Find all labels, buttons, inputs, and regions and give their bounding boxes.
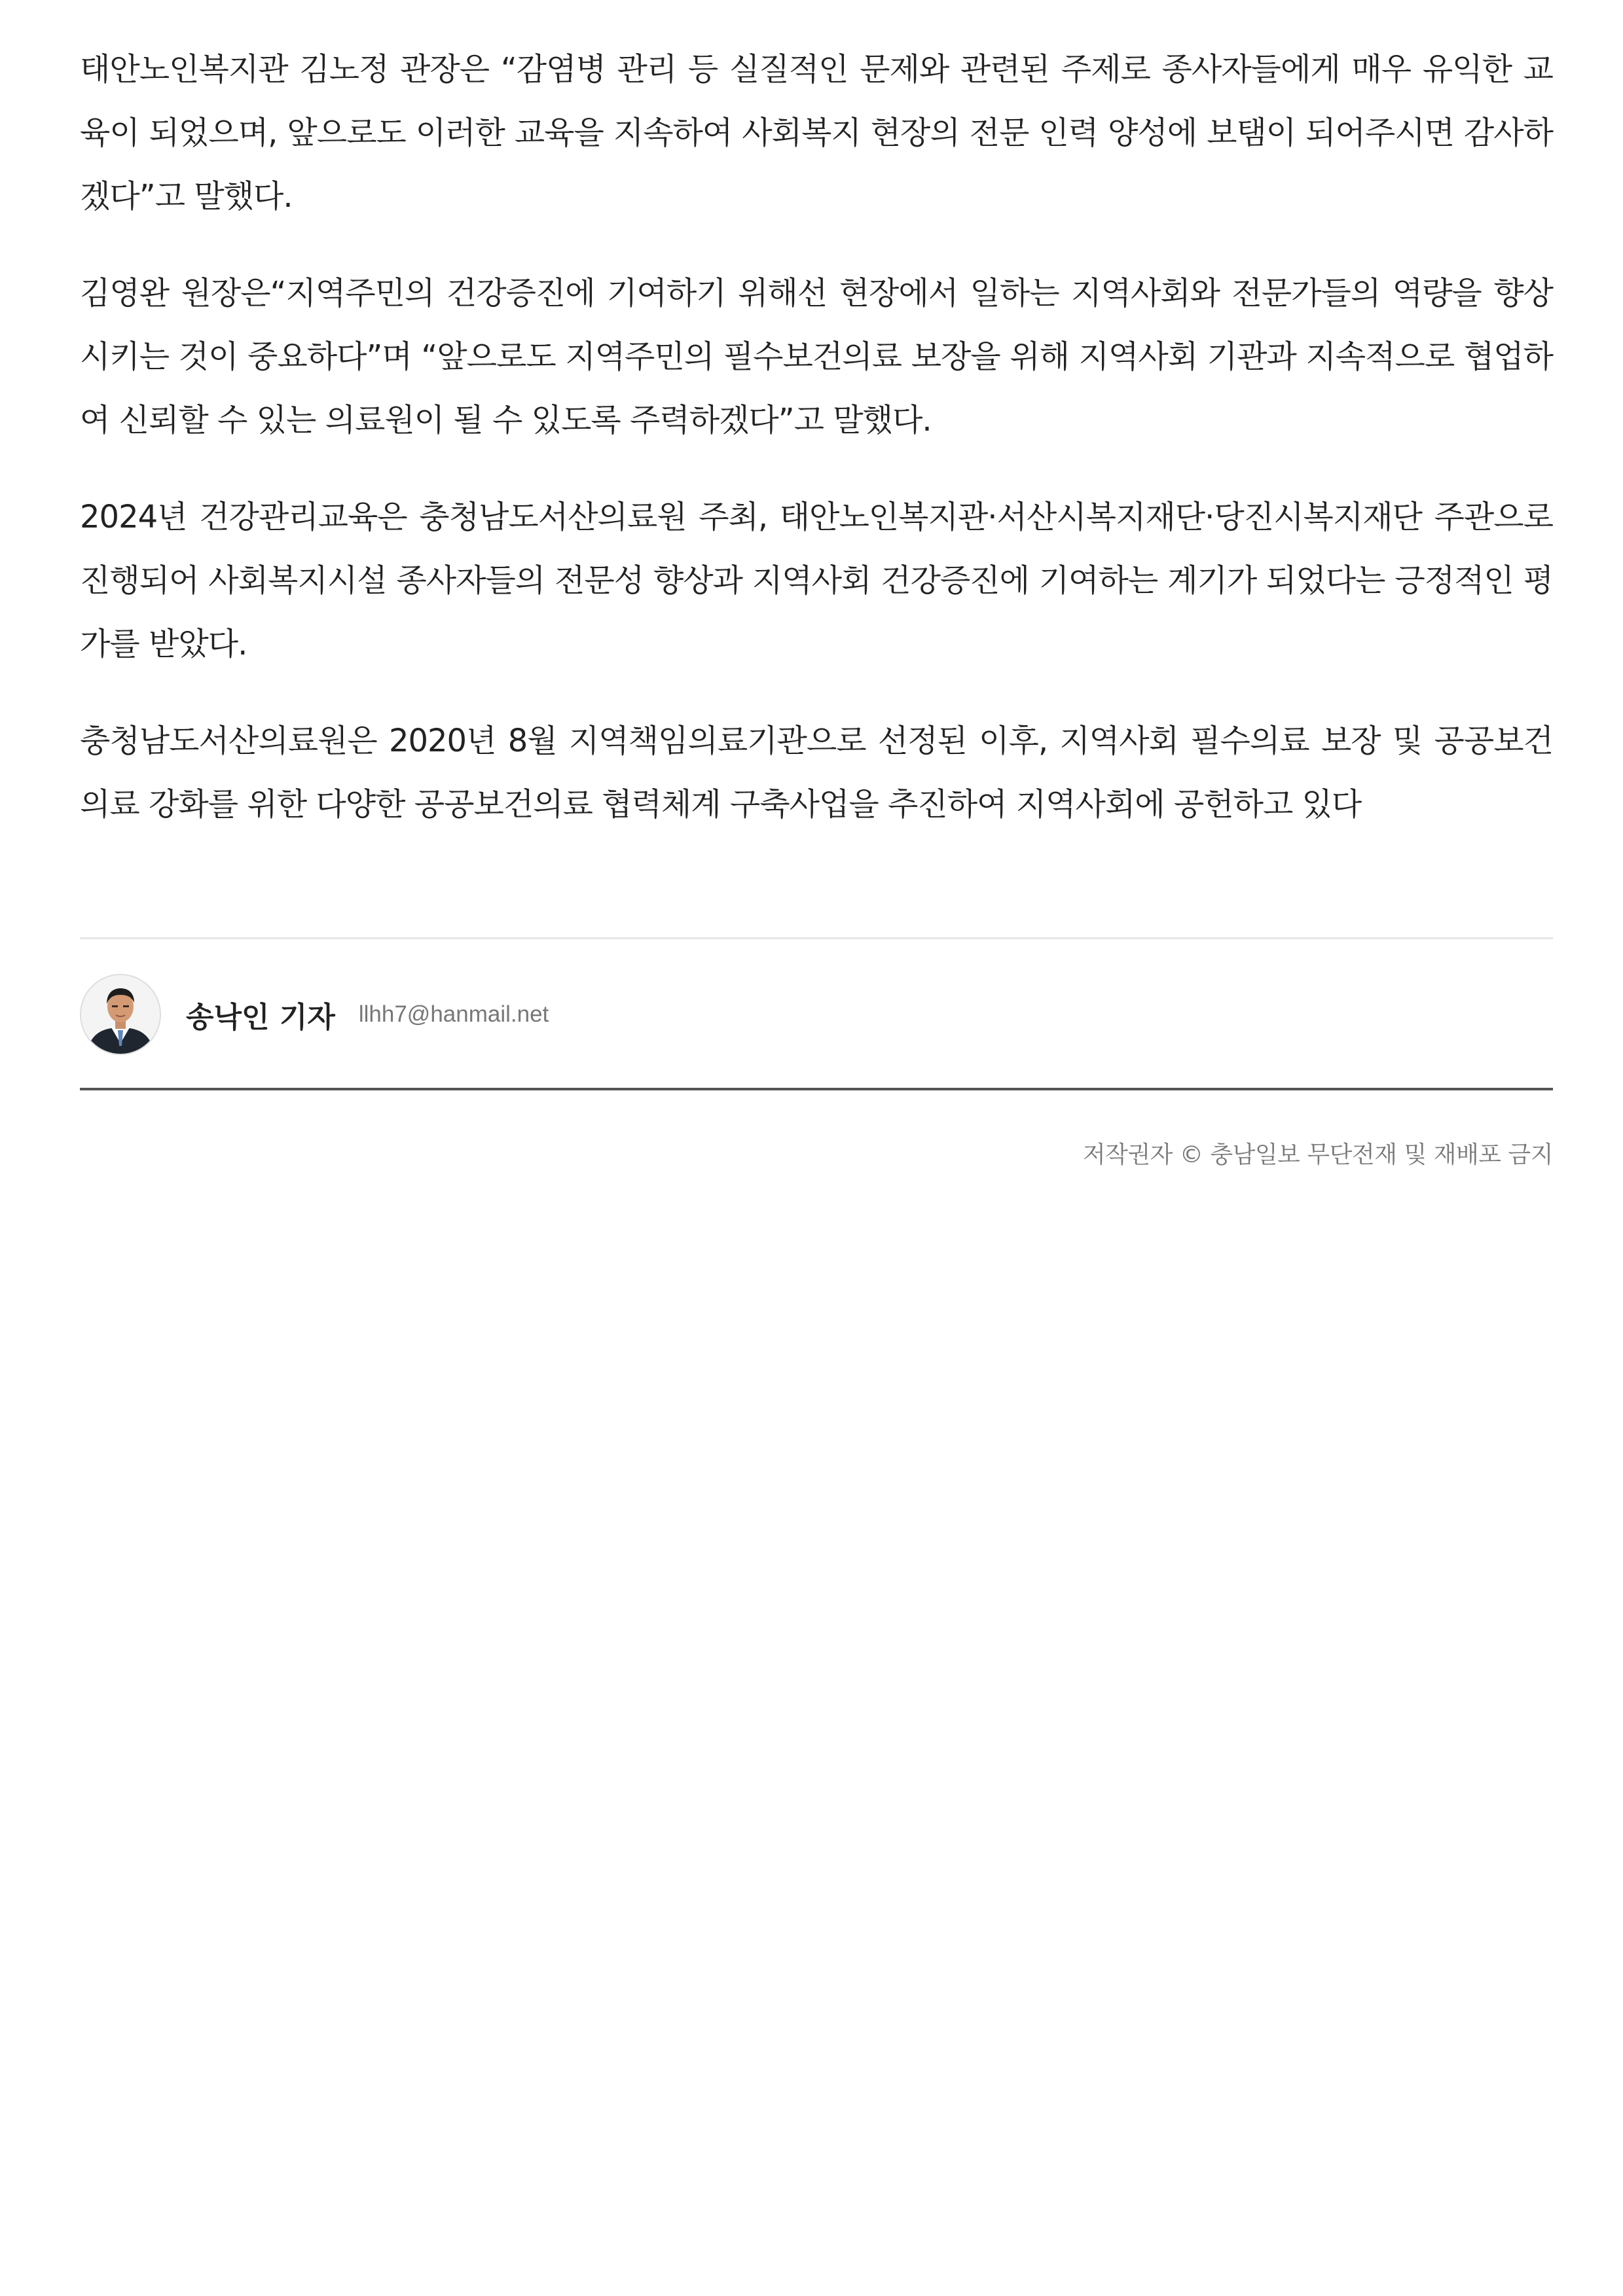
article-paragraph: 태안노인복지관 김노정 관장은 “감염병 관리 등 실질적인 문제와 관련된 주제로 종사자들에게 매우 유익한 교육이 되었으며, 앞으로도 이러한 교육을 지속하여 사회복지 현장의 전문 인력 양성에 보탬이 되어주시면 감사하겠다”고 말했다. bbox=[80, 51, 1553, 215]
reporter-name[interactable]: 송낙인 기자 bbox=[186, 1001, 335, 1034]
reporter-byline bbox=[80, 972, 1553, 1057]
byline-divider-bottom bbox=[80, 1088, 1553, 1090]
article-paragraph: 2024년 건강관리교육은 충청남도서산의료원 주최, 태안노인복지관·서산시복지재단·당진시복지재단 주관으로 진행되어 사회복지시설 종사자들의 전문성 향상과 지역사회 건강증진에 기여하는 계기가 되었다는 긍정적인 평가를 받았다. bbox=[80, 499, 1553, 662]
reporter-photo-icon bbox=[81, 975, 160, 1054]
copyright-notice: 저작권자 © 충남일보 무단전재 및 재배포 금지 bbox=[1082, 1141, 1553, 1168]
byline-divider-top bbox=[80, 937, 1553, 939]
article-body bbox=[80, 0, 1553, 870]
reporter-avatar[interactable] bbox=[80, 974, 161, 1055]
article-paragraph: 김영완 원장은“지역주민의 건강증진에 기여하기 위해선 현장에서 일하는 지역사회와 전문가들의 역량을 향상시키는 것이 중요하다”며 “앞으로도 지역주민의 필수보건의료 보장을 위해 지역사회 기관과 지속적으로 협업하여 신뢰할 수 있는 의료원이 될 수 있도록 주력하겠다”고 말했다. bbox=[80, 275, 1553, 439]
article-paragraph: 충청남도서산의료원은 2020년 8월 지역책임의료기관으로 선정된 이후, 지역사회 필수의료 보장 및 공공보건의료 강화를 위한 다양한 공공보건의료 협력체계 구축사업을 추진하여 지역사회에 공헌하고 있다 bbox=[80, 723, 1553, 823]
reporter-email[interactable]: llhh7@hanmail.net bbox=[358, 1001, 549, 1027]
